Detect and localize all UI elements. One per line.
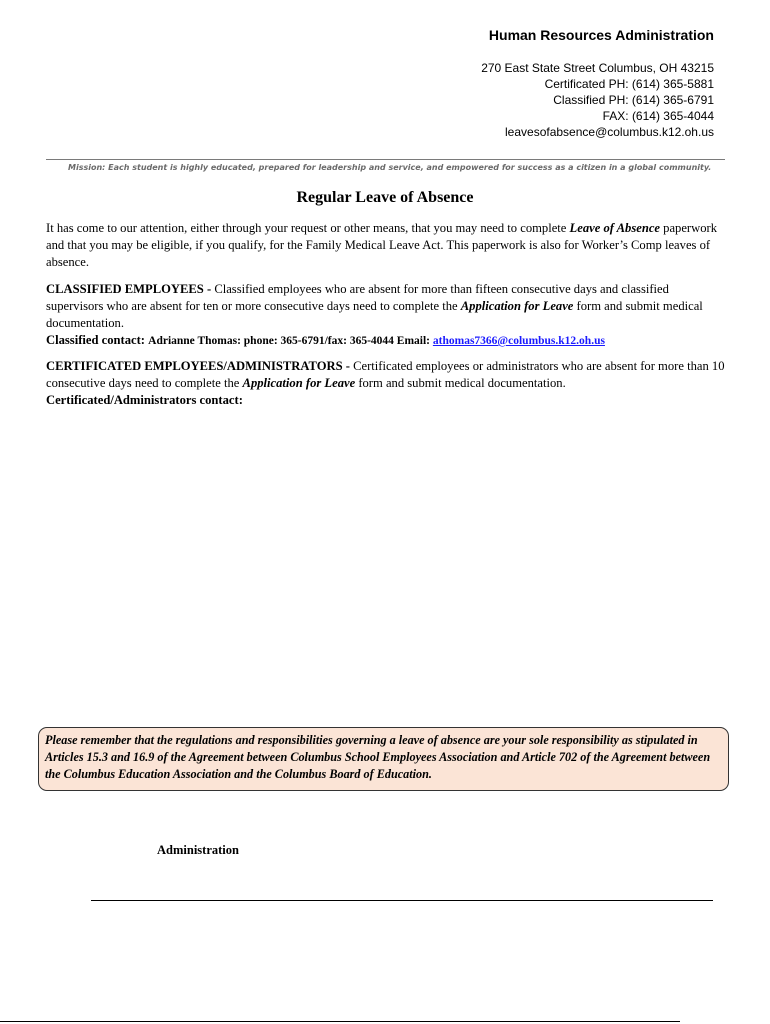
org-name: Human Resources Administration	[488, 27, 714, 43]
classified-contact-info: Adrianne Thomas: phone: 365-6791/fax: 365-4044 Email:	[148, 335, 433, 347]
classified-emphasis: Application for Leave	[460, 299, 574, 313]
classified-contact-email-link[interactable]: athomas7366@columbus.k12.oh.us	[432, 335, 605, 347]
document-title: Regular Leave of Absence	[296, 189, 474, 206]
certificated-text-a: Certificated employees or administrators who are absent for more than 10 consecutive days need to complete the	[46, 359, 725, 390]
intro-text-b: paperwork and that you may be eligible, if you qualify, for the Family Medical Leave Act. This paperwork is also for Worker’s Comp leaves of absence.	[46, 221, 717, 269]
header-divider	[46, 159, 725, 160]
certificated-phone: Certificated PH: (614) 365-5881	[544, 77, 714, 91]
signature-label: Administration	[157, 843, 239, 857]
header-email: leavesofabsence@columbus.k12.oh.us	[505, 125, 714, 139]
certificated-section	[46, 358, 726, 409]
classified-phone: Classified PH: (614) 365-6791	[553, 93, 714, 107]
responsibility-notice: Please remember that the regulations and responsibilities governing a leave of absence are your sole responsibility as stipulated in Articles 15.3 and 16.9 of the Agreement between Columbus School Employees Association and Article 702 of the Agreement between the Columbus Education Association and the Columbus Board of Education.	[38, 727, 729, 791]
certificated-emphasis: Application for Leave	[242, 376, 356, 390]
mission-statement: Mission: Each student is highly educated, prepared for leadership and service, and empowered for success as a citizen in a global community.	[68, 163, 712, 172]
classified-contact-label: Classified contact:	[46, 333, 149, 347]
certificated-contact-label: Certificated/Administrators contact:	[46, 393, 243, 407]
classified-text-a: Classified employees who are absent for more than fifteen consecutive days and classified supervisors who are absent for ten or more consecutive days need to complete the	[46, 282, 669, 313]
classified-text-b: form and submit medical documentation.	[46, 299, 703, 330]
footer-rule	[0, 1021, 680, 1022]
signature-line	[91, 900, 713, 901]
intro-text-a: It has come to our attention, either through your request or other means, that you may need to complete	[46, 221, 570, 235]
fax-number: FAX: (614) 365-4044	[602, 109, 714, 123]
classified-heading: CLASSIFIED EMPLOYEES -	[46, 282, 215, 296]
certificated-heading: CERTIFICATED EMPLOYEES/ADMINISTRATORS -	[46, 359, 354, 373]
address: 270 East State Street Columbus, OH 43215	[481, 61, 714, 75]
intro-emphasis: Leave of Absence	[569, 221, 660, 235]
classified-section	[46, 281, 726, 350]
certificated-text-b: form and submit medical documentation.	[355, 376, 566, 390]
letterhead	[481, 27, 714, 140]
intro-paragraph	[46, 220, 726, 271]
